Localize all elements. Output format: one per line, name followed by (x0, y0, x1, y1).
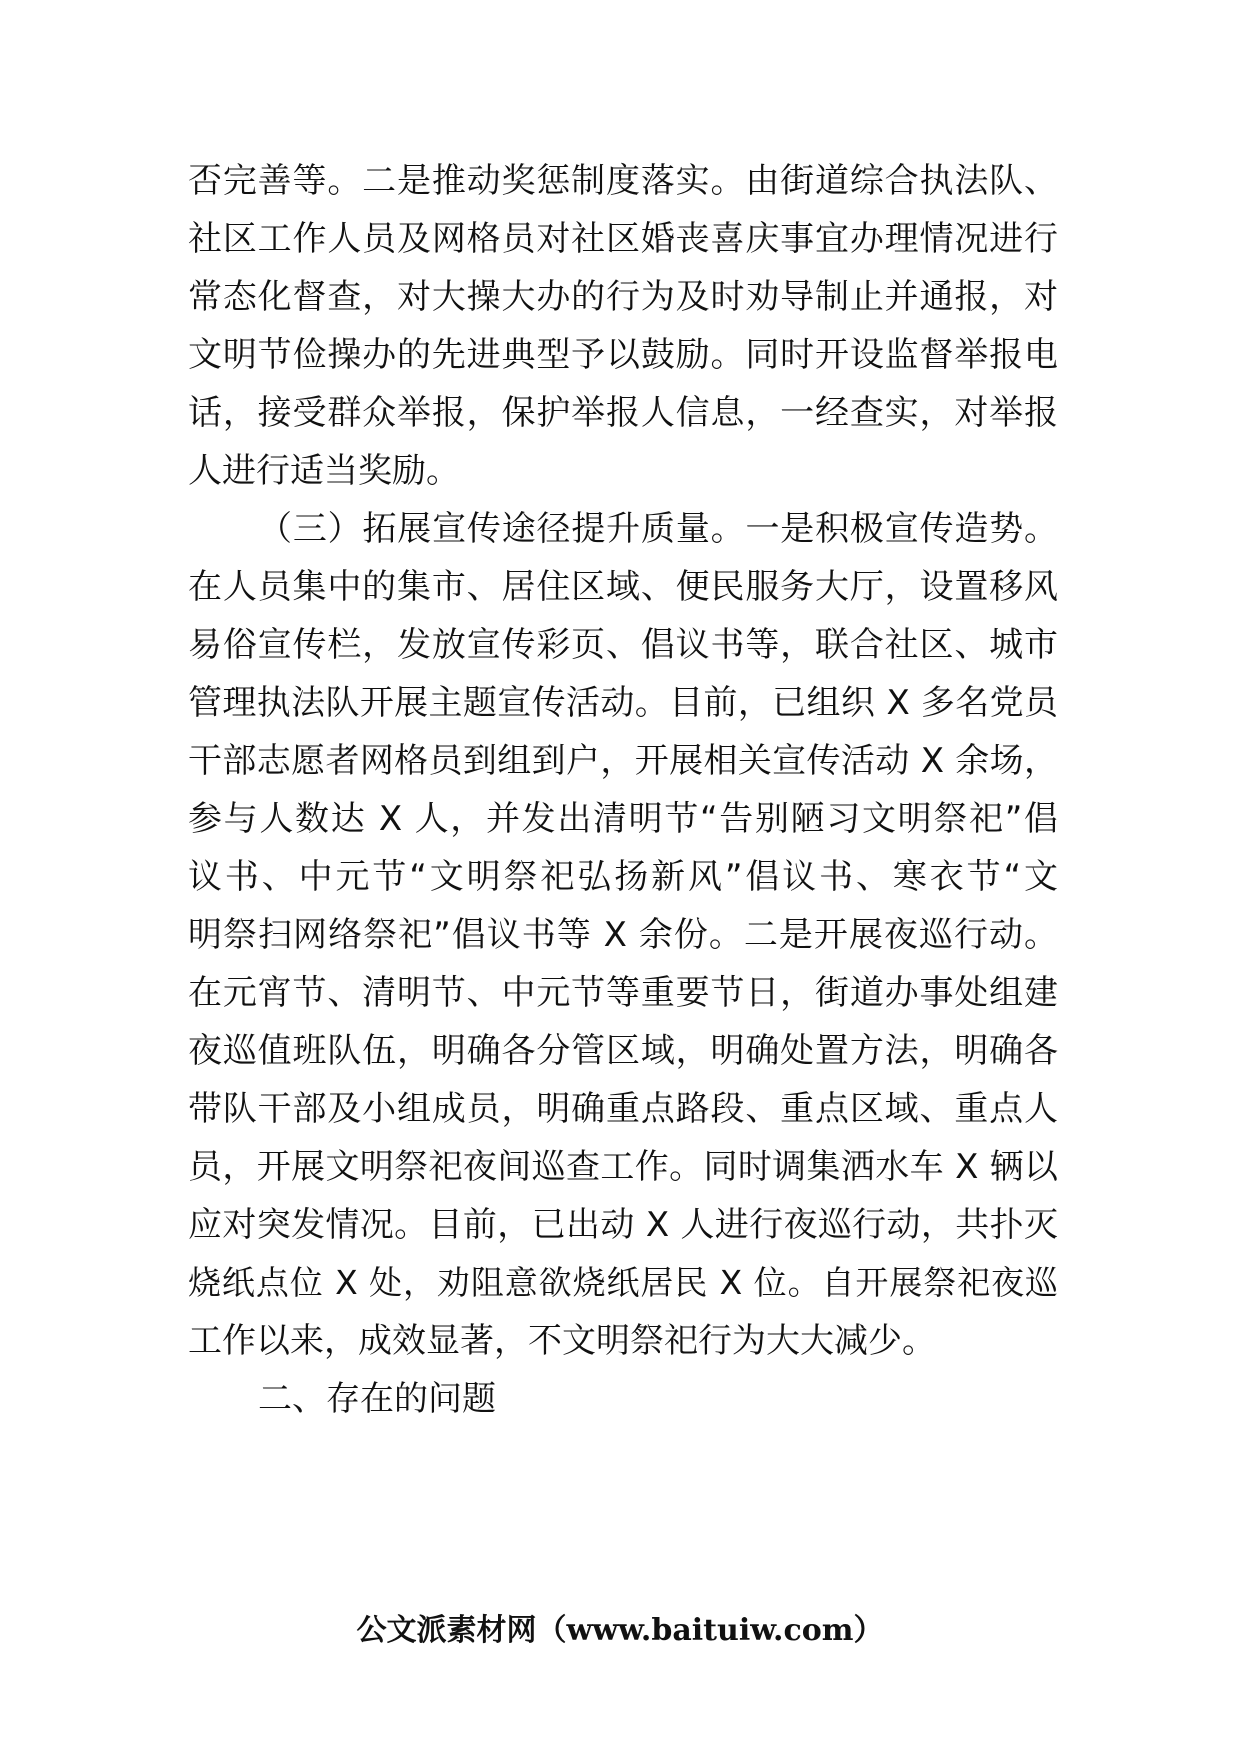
section-heading-line: （三）拓展宣传途径提升质量。一是积极宣传造势。 (258, 509, 1058, 549)
paragraph-line: 文明节俭操办的先进典型予以鼓励。同时开设监督举报电 (188, 335, 1058, 375)
paragraph-line: 议书、中元节“文明祭祀弘扬新风”倡议书、寒衣节“文 (188, 857, 1058, 897)
paragraph-line: 人进行适当奖励。 (188, 451, 460, 491)
paragraph-line: 管理执法队开展主题宣传活动。目前，已组织 X 多名党员 (188, 683, 1058, 723)
paragraph-line: 社区工作人员及网格员对社区婚丧喜庆事宜办理情况进行 (188, 219, 1058, 259)
paragraph-line: 夜巡值班队伍，明确各分管区域，明确处置方法，明确各 (188, 1031, 1058, 1071)
paragraph-line: 常态化督查，对大操大办的行为及时劝导制止并通报，对 (188, 277, 1058, 317)
paragraph-line: 否完善等。二是推动奖惩制度落实。由街道综合执法队、 (188, 161, 1058, 201)
paragraph-line: 烧纸点位 X 处，劝阻意欲烧纸居民 X 位。自开展祭祀夜巡 (188, 1263, 1058, 1302)
paragraph-line: 参与人数达 X 人，并发出清明节“告别陋习文明祭祀”倡 (188, 799, 1058, 839)
paragraph-line: 在人员集中的集市、居住区域、便民服务大厅，设置移风 (188, 567, 1058, 607)
paragraph-line: 带队干部及小组成员，明确重点路段、重点区域、重点人 (188, 1089, 1058, 1129)
paragraph-line: 工作以来，成效显著，不文明祭祀行为大大减少。 (188, 1321, 936, 1361)
footer-watermark: 公文派素材网（www.baituiw.com） (356, 1613, 884, 1648)
paragraph-line: 应对突发情况。目前，已出动 X 人进行夜巡行动，共扑灭 (188, 1205, 1058, 1245)
paragraph-line: 在元宵节、清明节、中元节等重要节日，街道办事处组建 (188, 973, 1058, 1013)
paragraph-line: 易俗宣传栏，发放宣传彩页、倡议书等，联合社区、城市 (188, 625, 1058, 665)
paragraph-line: 员，开展文明祭祀夜间巡查工作。同时调集洒水车 X 辆以 (188, 1147, 1058, 1187)
paragraph-line: 干部志愿者网格员到组到户，开展相关宣传活动 X 余场， (188, 741, 1058, 781)
paragraph-line: 明祭扫网络祭祀”倡议书等 X 余份。二是开展夜巡行动。 (188, 915, 1058, 955)
section-heading: 二、存在的问题 (258, 1379, 496, 1419)
paragraph-line: 话，接受群众举报，保护举报人信息，一经查实，对举报 (188, 393, 1058, 433)
